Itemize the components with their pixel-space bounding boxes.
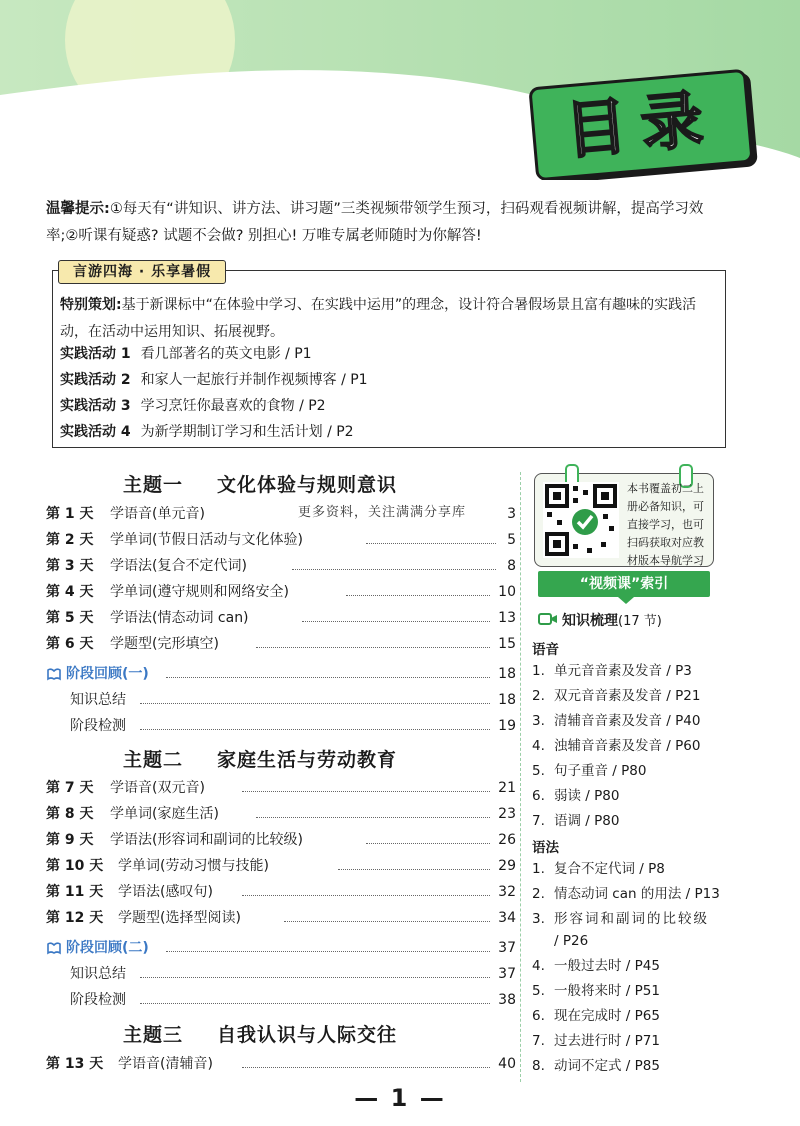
book-icon: [46, 666, 62, 682]
qr-description: [627, 480, 709, 570]
day-label: 第 5 天: [46, 610, 94, 626]
item-number: 4.: [532, 958, 545, 974]
item-number: 7.: [532, 813, 545, 829]
item-number: 6.: [532, 788, 545, 804]
item-text: 动词不定式 / P85: [554, 1058, 660, 1074]
day-label: 第 6 天: [46, 636, 94, 652]
leader-dots: [256, 647, 490, 648]
activity-key: 实践活动 2: [60, 372, 131, 388]
video-item[interactable]: [532, 710, 782, 732]
activity-item[interactable]: [60, 369, 368, 391]
item-number: 2.: [532, 886, 545, 902]
page-title: 目录: [562, 81, 720, 168]
leader-dots: [284, 921, 490, 922]
video-item[interactable]: [532, 760, 782, 782]
item-text: 复合不定代词 / P8: [554, 861, 665, 877]
book-icon: [46, 940, 62, 956]
activity-key: 实践活动 1: [60, 346, 131, 362]
item-text: 现在完成时 / P65: [554, 1008, 660, 1024]
item-number: 5.: [532, 983, 545, 999]
title-badge: [528, 69, 753, 180]
day-label: 第 7 天: [46, 780, 94, 796]
toc-row[interactable]: [46, 907, 516, 929]
special-plan: [60, 292, 710, 346]
toc-row[interactable]: [46, 633, 516, 655]
item-text: 清辅音音素及发音 / P40: [554, 713, 701, 729]
theme-heading: [0, 745, 520, 772]
review-row[interactable]: [46, 663, 516, 685]
tips-paragraph: [46, 196, 758, 250]
knowledge-heading[interactable]: [538, 611, 662, 632]
leader-dots: [242, 1067, 490, 1068]
page-ref: 18: [498, 666, 516, 682]
video-item[interactable]: [532, 980, 782, 1002]
tips-line-1: ①每天有“讲知识、讲方法、讲习题”三类视频带领学生预习，扫码观看视频讲解，提高学习效: [109, 201, 704, 217]
day-label: 第 9 天: [46, 832, 94, 848]
item-number: 4.: [532, 738, 545, 754]
review-title: 阶段回顾(二): [66, 940, 149, 956]
item-number: 2.: [532, 688, 545, 704]
video-item[interactable]: [532, 685, 782, 707]
day-label: 第 11 天: [46, 884, 104, 900]
leader-dots: [242, 895, 490, 896]
review-title: 阶段回顾(一): [66, 666, 149, 682]
qr-line: 材版本导航学习: [627, 554, 704, 567]
leader-dots: [256, 817, 490, 818]
day-title: 学单词(劳动习惯与技能): [118, 858, 269, 874]
theme-name: 文化体验与规则意识: [217, 474, 398, 496]
leader-dots: [338, 869, 490, 870]
page-ref: 5: [507, 532, 516, 548]
page-ref: 23: [498, 806, 516, 822]
activity-item[interactable]: [60, 343, 312, 365]
plan-line-2: 动，在活动中运用知识、拓展视野。: [60, 324, 284, 340]
more-resources-note: 更多资料，关注满满分享库: [298, 505, 467, 520]
toc-row[interactable]: [46, 503, 516, 525]
category-grammar: 语法: [532, 840, 559, 856]
page-ref: 3: [507, 506, 516, 522]
page-ref: 10: [498, 584, 516, 600]
plan-line-1: 基于新课标中“在体验中学习、在实践中运用”的理念，设计符合暑假场景且富有趣味的实践活: [121, 297, 697, 313]
day-title: 学题型(完形填空): [110, 636, 219, 652]
page-ref: 18: [498, 692, 516, 708]
day-title: 学语音(双元音): [110, 780, 205, 796]
day-title: 学语法(复合不定代词): [110, 558, 247, 574]
toc-row[interactable]: [46, 829, 516, 851]
page-ref: 34: [498, 910, 516, 926]
video-item[interactable]: [532, 908, 782, 930]
video-item-continued[interactable]: [532, 930, 782, 952]
page-ref: 13: [498, 610, 516, 626]
day-title: 学语法(形容词和副词的比较级): [110, 832, 303, 848]
leader-dots: [166, 951, 490, 952]
qr-line: 扫码获取对应教: [627, 536, 704, 549]
page-ref: 29: [498, 858, 516, 874]
item-text: 单元音音素及发音 / P3: [554, 663, 692, 679]
qr-line: 本书覆盖初二上: [627, 482, 704, 495]
leader-dots: [346, 595, 490, 596]
item-text: 形容词和副词的比较级: [554, 911, 709, 927]
category-phonetics: 语音: [532, 642, 559, 658]
day-label: 第 4 天: [46, 584, 94, 600]
qr-line: 直接学习，也可: [627, 518, 704, 531]
toc-subrow[interactable]: [70, 715, 516, 737]
subrow-title: 知识总结: [70, 966, 126, 982]
item-number: 1.: [532, 861, 545, 877]
item-number: 5.: [532, 763, 545, 779]
item-number: 8.: [532, 1058, 545, 1074]
theme-heading: [0, 1020, 520, 1047]
item-text: 双元音音素及发音 / P21: [554, 688, 701, 704]
item-text: 一般过去时 / P45: [554, 958, 660, 974]
day-label: 第 8 天: [46, 806, 94, 822]
day-label: 第 2 天: [46, 532, 94, 548]
leader-dots: [140, 703, 490, 704]
toc-row[interactable]: [46, 881, 516, 903]
toc-row[interactable]: [46, 607, 516, 629]
page-ref: 21: [498, 780, 516, 796]
leader-dots: [366, 843, 490, 844]
video-camera-icon: [538, 611, 558, 627]
page-ref: 37: [498, 940, 516, 956]
plan-label: 特别策划:: [60, 297, 122, 313]
review-row[interactable]: [46, 937, 516, 959]
activity-text: 看几部著名的英文电影 / P1: [140, 346, 312, 362]
toc-subrow[interactable]: [70, 689, 516, 711]
knowledge-count: (17 节): [618, 614, 662, 629]
page-ref: 8: [507, 558, 516, 574]
theme-number: 主题三: [122, 1024, 183, 1046]
leader-dots: [242, 791, 490, 792]
leader-dots: [366, 543, 496, 544]
day-title: 学语音(清辅音): [118, 1056, 213, 1072]
item-text: 一般将来时 / P51: [554, 983, 660, 999]
toc-row[interactable]: [46, 581, 516, 603]
qr-code-icon[interactable]: [543, 482, 619, 558]
page-ref: 32: [498, 884, 516, 900]
activity-tag: 言游四海 · 乐享暑假: [58, 260, 226, 284]
toc-row[interactable]: [46, 803, 516, 825]
leader-dots: [292, 569, 496, 570]
theme-number: 主题二: [122, 749, 183, 771]
page-ref: 15: [498, 636, 516, 652]
toc-subrow[interactable]: [70, 989, 516, 1011]
day-title: 学单词(节假日活动与文化体验): [110, 532, 303, 548]
video-item[interactable]: [532, 883, 782, 905]
tips-line-2: 率;②听课有疑惑? 试题不会做? 别担心! 万唯专属老师随时为你解答!: [46, 228, 482, 244]
video-index-banner: “视频课”索引: [538, 571, 710, 597]
video-item[interactable]: [532, 785, 782, 807]
theme-heading: [0, 470, 520, 497]
video-item[interactable]: [532, 858, 782, 880]
item-text: 过去进行时 / P71: [554, 1033, 660, 1049]
leader-dots: [140, 977, 490, 978]
qr-line: 册必备知识，可: [627, 500, 704, 513]
item-text: 句子重音 / P80: [554, 763, 647, 779]
activity-text: 和家人一起旅行并制作视频博客 / P1: [140, 372, 368, 388]
item-number: 1.: [532, 663, 545, 679]
theme-name: 家庭生活与劳动教育: [217, 749, 398, 771]
page-ref: 37: [498, 966, 516, 982]
toc-subrow[interactable]: [70, 963, 516, 985]
subrow-title: 阶段检测: [70, 992, 126, 1008]
day-label: 第 13 天: [46, 1056, 104, 1072]
day-title: 学题型(选择型阅读): [118, 910, 241, 926]
item-text: 弱读 / P80: [554, 788, 620, 804]
qr-card[interactable]: [534, 473, 714, 567]
page-ref: 26: [498, 832, 516, 848]
item-text: 情态动词 can 的用法 / P13: [554, 886, 720, 902]
day-title: 学单词(遵守规则和网络安全): [110, 584, 289, 600]
subrow-title: 阶段检测: [70, 718, 126, 734]
subrow-title: 知识总结: [70, 692, 126, 708]
leader-dots: [140, 729, 490, 730]
item-number: 6.: [532, 1008, 545, 1024]
day-title: 学语法(感叹句): [118, 884, 213, 900]
toc-row[interactable]: [46, 555, 516, 577]
item-number: 3.: [532, 713, 545, 729]
leader-dots: [302, 621, 490, 622]
item-text: / P26: [554, 933, 589, 949]
tips-label: 温馨提示:: [46, 201, 110, 217]
day-label: 第 1 天: [46, 506, 94, 522]
toc-row[interactable]: [46, 529, 516, 551]
video-item[interactable]: [532, 1030, 782, 1052]
activity-key: 实践活动 4: [60, 424, 131, 440]
toc-row[interactable]: [46, 855, 516, 877]
page-ref: 38: [498, 992, 516, 1008]
page-number: — 1 —: [354, 1084, 446, 1112]
activity-item[interactable]: [60, 395, 326, 417]
page-ref: 40: [498, 1056, 516, 1072]
leader-dots: [140, 1003, 490, 1004]
day-label: 第 12 天: [46, 910, 104, 926]
item-text: 浊辅音音素及发音 / P60: [554, 738, 701, 754]
header-banner: [0, 0, 800, 180]
activity-text: 学习烹饪你最喜欢的食物 / P2: [140, 398, 326, 414]
toc-row[interactable]: [46, 777, 516, 799]
video-item[interactable]: [532, 660, 782, 682]
video-item[interactable]: [532, 735, 782, 757]
day-title: 学语法(情态动词 can): [110, 610, 249, 626]
activity-item[interactable]: [60, 421, 354, 443]
video-item[interactable]: [532, 1005, 782, 1027]
theme-number: 主题一: [122, 474, 183, 496]
item-number: 7.: [532, 1033, 545, 1049]
toc-row[interactable]: [46, 1053, 516, 1075]
activity-text: 为新学期制订学习和生活计划 / P2: [140, 424, 354, 440]
item-text: 语调 / P80: [554, 813, 620, 829]
activity-key: 实践活动 3: [60, 398, 131, 414]
item-number: 3.: [532, 911, 545, 927]
day-label: 第 10 天: [46, 858, 104, 874]
page-ref: 19: [498, 718, 516, 734]
video-item[interactable]: [532, 955, 782, 977]
leader-dots: [166, 677, 490, 678]
knowledge-label: 知识梳理: [562, 613, 618, 629]
day-title: 学语音(单元音): [110, 506, 205, 522]
video-item[interactable]: [532, 1055, 782, 1077]
video-item[interactable]: [532, 810, 782, 832]
day-title: 学单词(家庭生活): [110, 806, 219, 822]
theme-name: 自我认识与人际交往: [217, 1024, 398, 1046]
column-divider: [520, 472, 521, 1082]
day-label: 第 3 天: [46, 558, 94, 574]
